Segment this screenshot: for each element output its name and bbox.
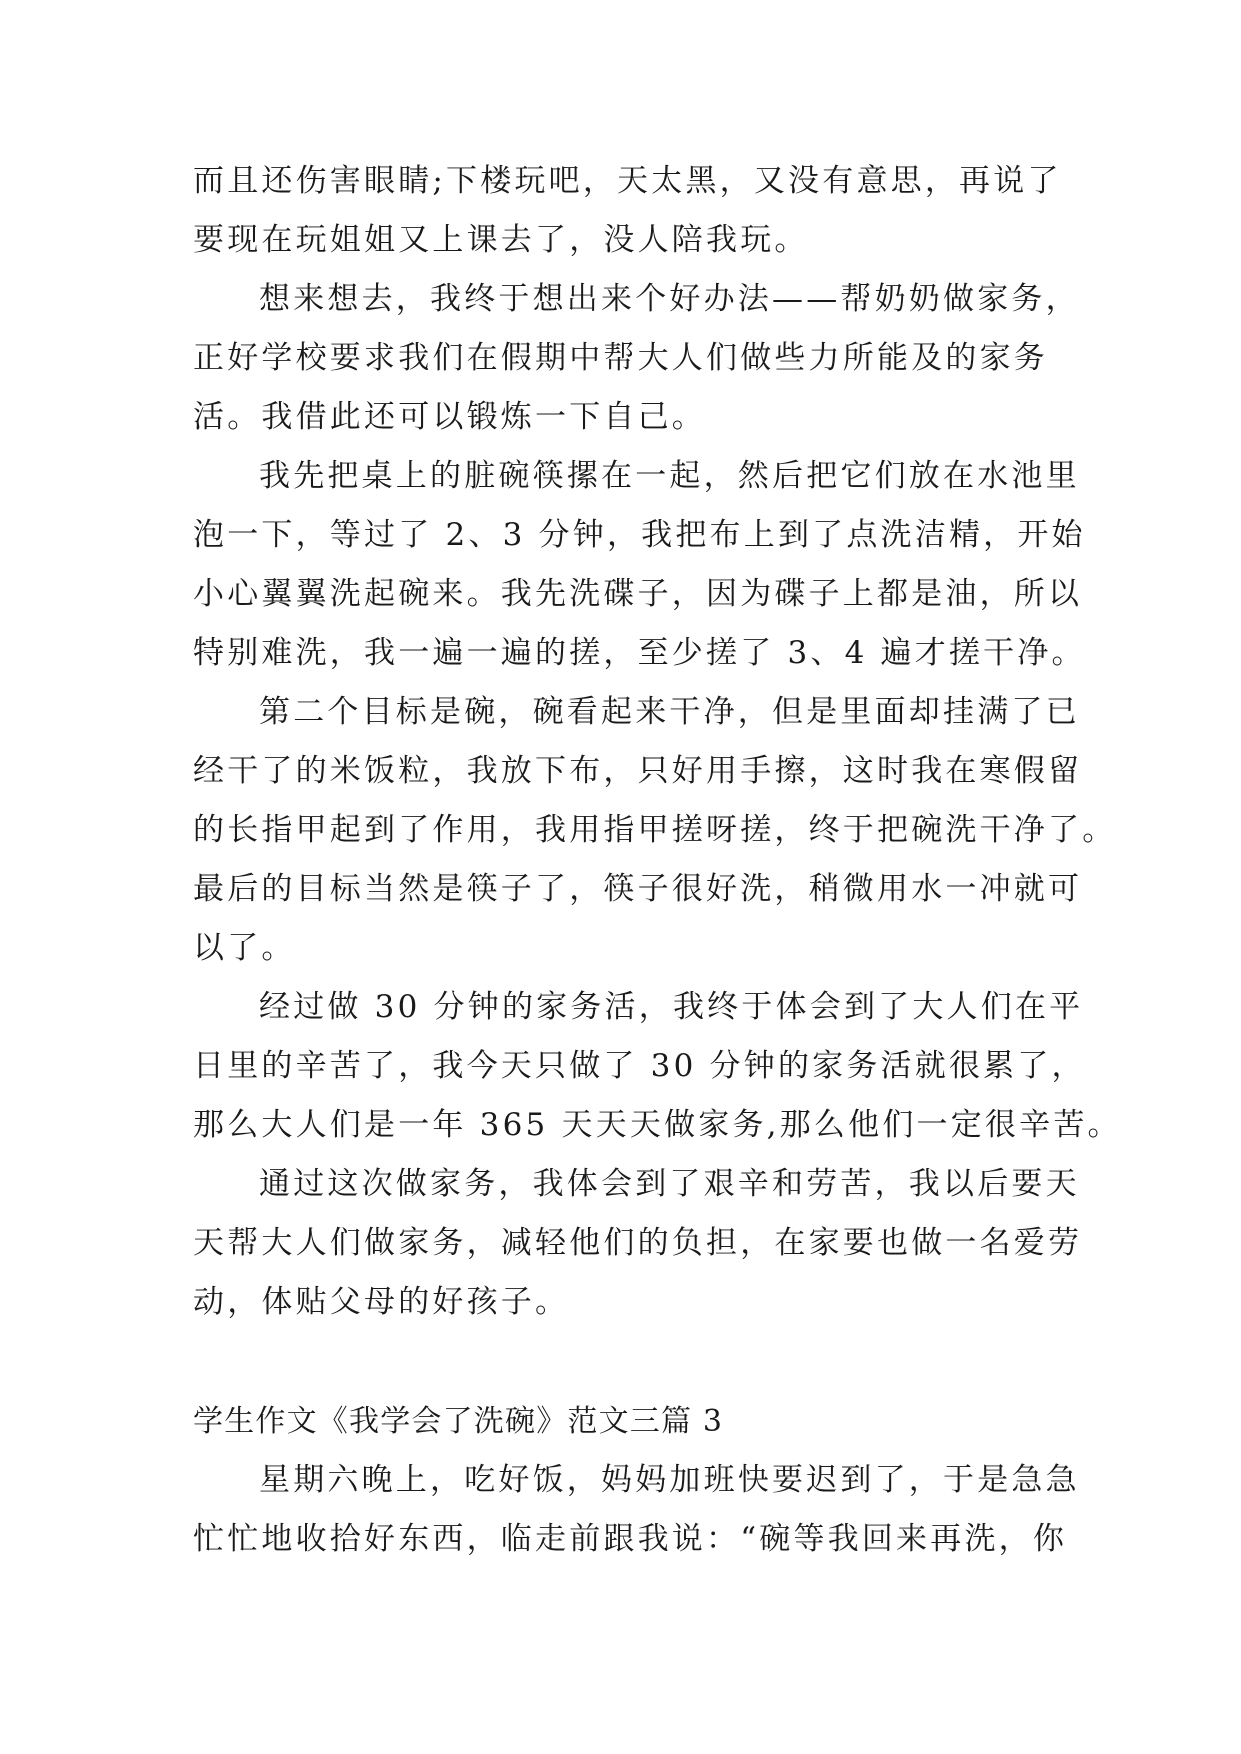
paragraph	[193, 270, 1080, 447]
text-line: 的长指甲起到了作用，我用指甲搓呀搓，终于把碗洗干净了。	[193, 812, 1117, 848]
text-line: 最后的目标当然是筷子了，筷子很好洗，稍微用水一冲就可	[193, 871, 1083, 907]
text-line: 日里的辛苦了，我今天只做了 30 分钟的家务活就很累了，	[193, 1048, 1086, 1084]
text-line: 动，体贴父母的好孩子。	[193, 1284, 570, 1320]
text-line: 天帮大人们做家务，减轻他们的负担，在家要也做一名爱劳	[193, 1225, 1083, 1261]
text-line: 那么大人们是一年 365 天天天做家务,那么他们一定很辛苦。	[193, 1107, 1122, 1143]
section-spacer	[193, 1332, 1055, 1392]
paragraph	[193, 447, 1086, 683]
paragraph	[193, 683, 1117, 978]
text-line: 经干了的米饭粒，我放下布，只好用手擦，这时我在寒假留	[193, 753, 1083, 789]
paragraph	[193, 152, 1062, 270]
text-line: 而且还伤害眼睛;下楼玩吧，天太黑，又没有意思，再说了	[193, 163, 1062, 199]
text-line: 忙忙地收拾好东西，临走前跟我说：“碗等我回来再洗，你	[193, 1521, 1068, 1557]
text-line: 以了。	[193, 930, 296, 966]
text-line: 星期六晚上，吃好饭，妈妈加班快要迟到了，于是急急	[259, 1462, 1080, 1498]
section-heading: 学生作文《我学会了洗碗》范文三篇 3	[193, 1404, 724, 1439]
text-line: 通过这次做家务，我体会到了艰辛和劳苦，我以后要天	[259, 1166, 1080, 1202]
text-line: 想来想去，我终于想出来个好办法——帮奶奶做家务，	[259, 281, 1080, 317]
document-page	[193, 152, 1122, 1569]
paragraph	[193, 1451, 1080, 1569]
text-line: 正好学校要求我们在假期中帮大人们做些力所能及的家务	[193, 340, 1048, 376]
paragraph	[193, 978, 1122, 1155]
text-line: 小心翼翼洗起碗来。我先洗碟子，因为碟子上都是油，所以	[193, 576, 1083, 612]
text-line: 第二个目标是碗，碗看起来干净，但是里面却挂满了已	[259, 694, 1080, 730]
text-line: 我先把桌上的脏碗筷摞在一起，然后把它们放在水池里	[259, 458, 1080, 494]
text-line: 泡一下，等过了 2、3 分钟，我把布上到了点洗洁精，开始	[193, 517, 1086, 553]
text-line: 特别难洗，我一遍一遍的搓，至少搓了 3、4 遍才搓干净。	[193, 635, 1086, 671]
text-line: 经过做 30 分钟的家务活，我终于体会到了大人们在平	[259, 989, 1084, 1025]
text-line: 活。我借此还可以锻炼一下自己。	[193, 399, 706, 435]
text-line: 要现在玩姐姐又上课去了，没人陪我玩。	[193, 222, 809, 258]
paragraph	[193, 1155, 1083, 1332]
